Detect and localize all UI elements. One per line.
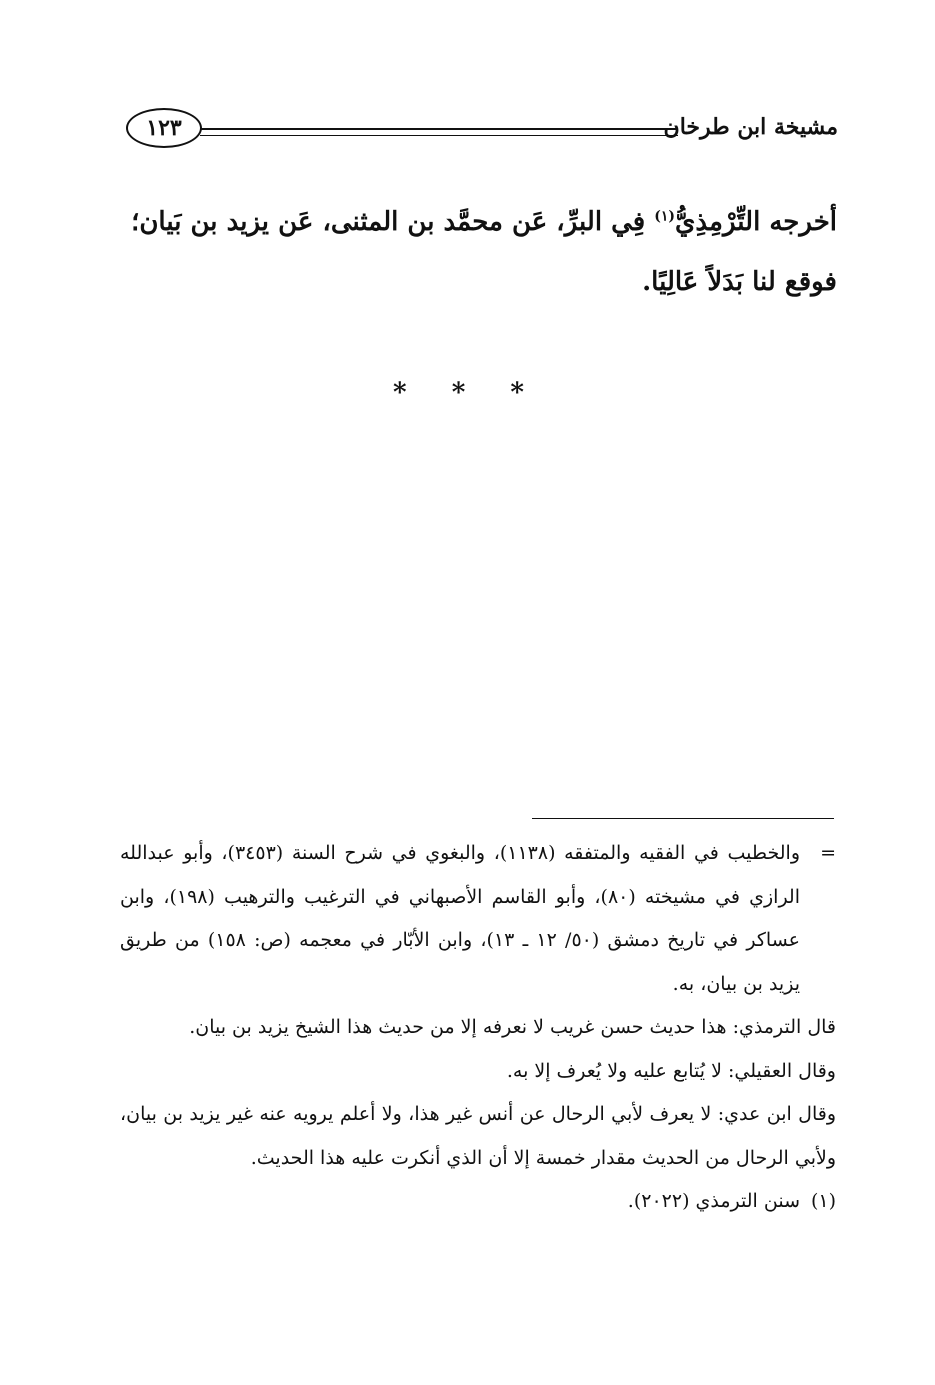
footnote-1-number: (١) — [810, 1190, 836, 1212]
footnote-1-text: سنن الترمذي (٢٠٢٢). — [627, 1190, 800, 1212]
main-text — [95, 192, 837, 312]
section-ornament: * * * — [393, 378, 542, 408]
main-line-1-start: أخرجه التِّرْمِذِيُّ — [675, 207, 837, 237]
footnotes — [120, 832, 836, 1224]
running-header — [126, 108, 838, 164]
footnote-separator — [532, 818, 834, 819]
continuation-mark: = — [820, 842, 836, 864]
footnote-1 — [120, 1180, 836, 1224]
footnote-para-2: قال الترمذي: هذا حديث حسن غريب لا نعرفه إلا من حديث هذا الشيخ يزيد بن بيان. — [189, 1016, 836, 1038]
footnote-para-1: والخطيب في الفقيه والمتفقه (١١٣٨)، والبغوي في شرح السنة (٣٤٥٣)، وأبو عبدالله الرازي في مشيخته (٨٠)، وأبو القاسم الأصبهاني في الترغيب والترهيب (١٩٨)، وابن عساكر في تاريخ دمشق (٥٠/ ١٢ ـ ١٣)، وابن الأبّار في معجمه (ص: ١٥٨) من طريق يزيد بن بيان، به. — [120, 842, 800, 995]
main-line-1-end: فِي البرِّ، عَن محمَّد بن المثنى، عَن يزيد بن بَيان؛ — [131, 207, 655, 237]
footnote-para-4: وقال ابن عدي: لا يعرف لأبي الرحال عن أنس غير هذا، ولا أعلم يرويه عنه غير يزيد بن بيان، ولأبي الرحال من الحديث مقدار خمسة إلا أن الذي أنكرت عليه هذا الحديث. — [120, 1103, 836, 1169]
main-line-2: فوقع لنا بَدَلاً عَالِيًا. — [642, 267, 837, 297]
footnote-para-3: وقال العقيلي: لا يُتابع عليه ولا يُعرف إلا به. — [506, 1059, 836, 1082]
footnote-ref-1[interactable]: (١) — [654, 208, 676, 225]
main-line-1 — [95, 192, 837, 252]
header-double-rule — [200, 128, 678, 136]
footnote-continuation — [120, 832, 836, 1006]
book-title: مشيخة ابن طرخان — [663, 114, 838, 140]
page-number: ١٢٣ — [146, 115, 182, 141]
page-number-badge — [126, 108, 202, 148]
